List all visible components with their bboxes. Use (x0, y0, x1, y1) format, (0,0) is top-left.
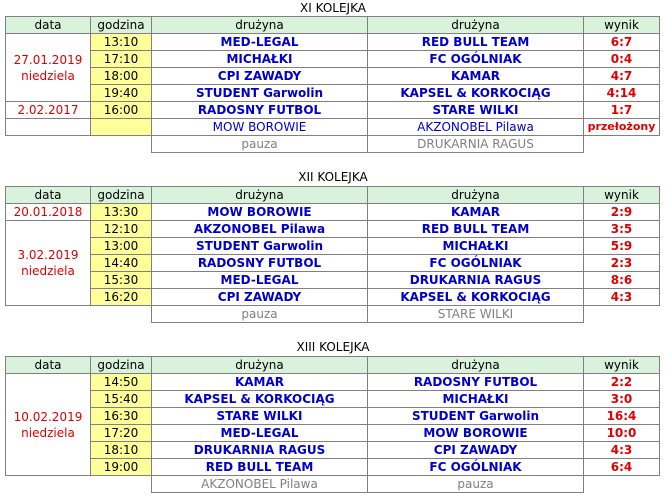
table-row (6, 272, 660, 289)
away-team: FC OGÓLNIAK (368, 459, 584, 476)
away-team: DRUKARNIA RAGUS (368, 272, 584, 289)
away-team: MOW BOROWIE (368, 425, 584, 442)
home-team: MED-LEGAL (152, 272, 368, 289)
header-away: drużyna (368, 17, 584, 34)
blank-cell (91, 136, 152, 153)
round-title-xi: XI KOLEJKA (300, 1, 366, 15)
date-text: 10.02.2019 (13, 409, 83, 424)
bye-away: pauza (368, 476, 584, 493)
time-cell: 17:20 (91, 425, 152, 442)
time-cell: 14:50 (91, 374, 152, 391)
away-team: KAPSEL & KORKOCIĄG (368, 289, 584, 306)
time-cell: 16:20 (91, 289, 152, 306)
blank-cell (6, 306, 91, 323)
table-row (6, 255, 660, 272)
header-date: data (6, 187, 91, 204)
blank-cell (584, 136, 660, 153)
header-result: wynik (584, 17, 660, 34)
result-cell: 2:9 (584, 204, 660, 221)
away-team: MICHAŁKI (368, 391, 584, 408)
away-team: FC OGÓLNIAK (368, 255, 584, 272)
time-cell: 14:40 (91, 255, 152, 272)
away-team: RED BULL TEAM (368, 34, 584, 51)
away-team: FC OGÓLNIAK (368, 51, 584, 68)
table-row (6, 442, 660, 459)
home-team: MOW BOROWIE (152, 119, 368, 136)
table-row (6, 408, 660, 425)
header-home: drużyna (152, 17, 368, 34)
time-cell: 18:00 (91, 68, 152, 85)
header-away: drużyna (368, 187, 584, 204)
header-away: drużyna (368, 357, 584, 374)
result-cell: 8:6 (584, 272, 660, 289)
result-cell: 1:7 (584, 102, 660, 119)
bye-away: DRUKARNIA RAGUS (368, 136, 584, 153)
header-result: wynik (584, 187, 660, 204)
away-team: STARE WILKI (368, 102, 584, 119)
home-team: RADOSNY FUTBOL (152, 102, 368, 119)
result-cell: 4:7 (584, 68, 660, 85)
result-cell: 10:0 (584, 425, 660, 442)
result-cell: 2:3 (584, 255, 660, 272)
blank-cell (91, 476, 152, 493)
blank-cell (584, 476, 660, 493)
blank-cell (91, 306, 152, 323)
home-team: MICHAŁKI (152, 51, 368, 68)
result-cell: 6:7 (584, 34, 660, 51)
time-cell: 13:30 (91, 204, 152, 221)
header-home: drużyna (152, 187, 368, 204)
bye-home: AKZONOBEL Pilawa (152, 476, 368, 493)
weekday-text: niedziela (21, 264, 75, 278)
header-row (6, 357, 660, 374)
bye-row (6, 136, 660, 153)
header-row (6, 187, 660, 204)
home-team: RADOSNY FUTBOL (152, 255, 368, 272)
table-row (6, 68, 660, 85)
date-cell: 2.02.2017 (6, 102, 91, 119)
home-team: MED-LEGAL (152, 425, 368, 442)
time-cell: 19:00 (91, 459, 152, 476)
round-table-xiii (5, 356, 660, 493)
away-team: MICHAŁKI (368, 238, 584, 255)
away-team: STUDENT Garwolin (368, 408, 584, 425)
bye-row (6, 306, 660, 323)
time-cell: 19:40 (91, 85, 152, 102)
home-team: CPI ZAWADY (152, 289, 368, 306)
date-cell: 20.01.2018 (6, 204, 91, 221)
time-cell: 18:10 (91, 442, 152, 459)
bye-row (6, 476, 660, 493)
round-title-xii: XII KOLEJKA (298, 170, 368, 184)
home-team: RED BULL TEAM (152, 459, 368, 476)
table-row (6, 238, 660, 255)
away-team: RADOSNY FUTBOL (368, 374, 584, 391)
time-cell: 16:30 (91, 408, 152, 425)
date-cell (6, 34, 91, 102)
bye-away: STARE WILKI (368, 306, 584, 323)
time-cell: 12:10 (91, 221, 152, 238)
home-team: KAPSEL & KORKOCIĄG (152, 391, 368, 408)
away-team: CPI ZAWADY (368, 442, 584, 459)
header-time: godzina (91, 187, 152, 204)
table-row (6, 204, 660, 221)
date-text: 27.01.2019 (13, 52, 83, 67)
home-team: STUDENT Garwolin (152, 238, 368, 255)
home-team: STARE WILKI (152, 408, 368, 425)
home-team: AKZONOBEL Pilawa (152, 221, 368, 238)
home-team: MED-LEGAL (152, 34, 368, 51)
time-cell: 16:00 (91, 102, 152, 119)
weekday-text: niedziela (21, 425, 75, 440)
blank-cell (6, 476, 91, 493)
table-row (6, 34, 660, 51)
table-row (6, 102, 660, 119)
time-cell: 13:00 (91, 238, 152, 255)
table-row (6, 221, 660, 238)
time-cell: 17:10 (91, 51, 152, 68)
time-cell (91, 119, 152, 136)
table-row (6, 374, 660, 391)
time-cell: 15:40 (91, 391, 152, 408)
bye-home: pauza (152, 306, 368, 323)
away-team: KAPSEL & KORKOCIĄG (368, 85, 584, 102)
round-table-xi (5, 16, 660, 153)
result-cell: 3:0 (584, 391, 660, 408)
table-row (6, 85, 660, 102)
home-team: DRUKARNIA RAGUS (152, 442, 368, 459)
table-row (6, 459, 660, 476)
result-cell: 0:4 (584, 51, 660, 68)
table-row (6, 119, 660, 136)
home-team: CPI ZAWADY (152, 68, 368, 85)
away-team: KAMAR (368, 204, 584, 221)
date-cell-empty (6, 119, 91, 136)
home-team: MOW BOROWIE (152, 204, 368, 221)
result-cell: 5:9 (584, 238, 660, 255)
result-cell: 4:14 (584, 85, 660, 102)
time-cell: 13:10 (91, 34, 152, 51)
home-team: KAMAR (152, 374, 368, 391)
header-time: godzina (91, 17, 152, 34)
result-cell: 16:4 (584, 408, 660, 425)
home-team: STUDENT Garwolin (152, 85, 368, 102)
blank-cell (6, 136, 91, 153)
away-team: KAMAR (368, 68, 584, 85)
result-cell: 4:3 (584, 442, 660, 459)
header-home: drużyna (152, 357, 368, 374)
weekday-text: niedziela (21, 68, 75, 83)
result-cell: 2:2 (584, 374, 660, 391)
header-result: wynik (584, 357, 660, 374)
table-row (6, 51, 660, 68)
bye-home: pauza (152, 136, 368, 153)
header-date: data (6, 357, 91, 374)
result-cell: 4:3 (584, 289, 660, 306)
header-row (6, 17, 660, 34)
date-cell (6, 221, 91, 306)
header-time: godzina (91, 357, 152, 374)
date-cell (6, 374, 91, 476)
away-team: AKZONOBEL Pilawa (368, 119, 584, 136)
away-team: RED BULL TEAM (368, 221, 584, 238)
result-cell: 3:5 (584, 221, 660, 238)
header-date: data (6, 17, 91, 34)
round-title-xiii: XIII KOLEJKA (296, 340, 370, 354)
round-table-xii (5, 186, 660, 323)
time-cell: 15:30 (91, 272, 152, 289)
blank-cell (584, 306, 660, 323)
table-row (6, 391, 660, 408)
result-cell: 6:4 (584, 459, 660, 476)
table-row (6, 425, 660, 442)
table-row (6, 289, 660, 306)
result-cell: przełożony (584, 119, 660, 136)
date-text: 3.02.2019 (17, 248, 79, 262)
